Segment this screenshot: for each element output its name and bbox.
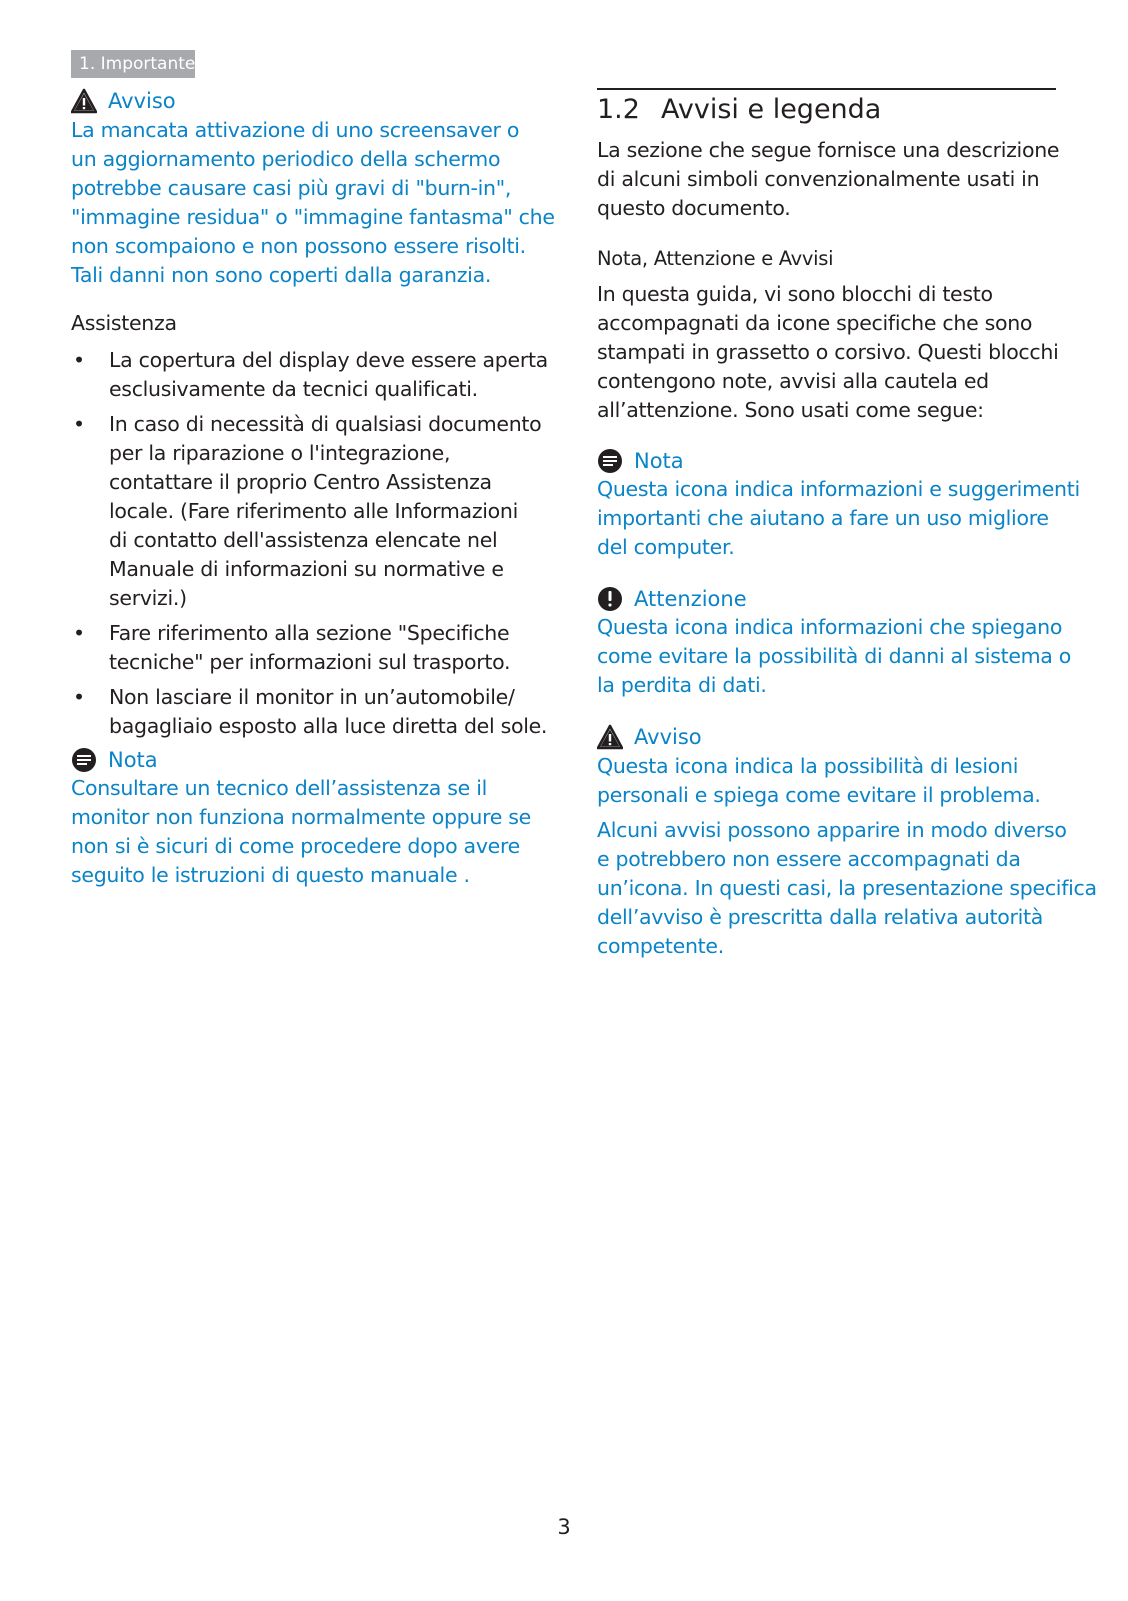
caution-icon (597, 586, 623, 612)
text-line: La mancata attivazione di uno screensaver o (71, 118, 520, 142)
text-line: e potrebbero non essere accompagnati da (597, 847, 1021, 871)
text-line: Consultare un tecnico dell’assistenza se il (71, 776, 487, 800)
page-number: 3 (557, 1515, 571, 1539)
text-line: Non lasciare il monitor in un’automobile/ (109, 685, 515, 709)
text-line: La sezione che segue fornisce una descrizione (597, 138, 1060, 162)
right-warning-title: Avviso (634, 725, 702, 749)
text-line: bagagliaio esposto alla luce diretta del sole. (109, 714, 548, 738)
text-line: Manuale di informazioni su normative e (109, 557, 504, 581)
text-line: seguito le istruzioni di questo manuale . (71, 863, 470, 887)
subheading: Nota, Attenzione e Avvisi (597, 247, 834, 270)
warning-icon (71, 88, 97, 114)
bullet-dot: • (73, 685, 85, 709)
note-icon (71, 747, 97, 773)
chapter-tab: 1. Importante (71, 50, 195, 78)
section-number: 1.2 (597, 94, 640, 125)
caution-title: Attenzione (634, 587, 747, 611)
warning-icon (597, 724, 623, 750)
right-note-text (597, 475, 1080, 562)
text-line: come evitare la possibilità di danni al sistema o (597, 644, 1072, 668)
note-icon (597, 448, 623, 474)
bullet-dot: • (73, 621, 85, 645)
left-warning-text (71, 116, 555, 290)
right-note-title: Nota (634, 449, 684, 473)
text-line: tecniche" per informazioni sul trasporto. (109, 650, 511, 674)
text-line: Alcuni avvisi possono apparire in modo diverso (597, 818, 1067, 842)
text-line: la perdita di dati. (597, 673, 767, 697)
assistenza-list (71, 346, 548, 747)
body-text (597, 280, 1058, 425)
text-line: Questa icona indica la possibilità di lesioni (597, 754, 1019, 778)
bullet-dot: • (73, 412, 85, 436)
intro-text (597, 136, 1059, 223)
section-title: Avvisi e legenda (661, 94, 882, 125)
text-line: monitor non funziona normalmente oppure se (71, 805, 531, 829)
right-warning-heading (597, 722, 702, 752)
text-line: contengono note, avvisi alla cautela ed (597, 369, 989, 393)
assistenza-title: Assistenza (71, 311, 177, 335)
text-line: Questa icona indica informazioni e suggerimenti (597, 477, 1080, 501)
text-line: In caso di necessità di qualsiasi documento (109, 412, 542, 436)
text-line: del computer. (597, 535, 735, 559)
text-line: di alcuni simboli convenzionalmente usati in (597, 167, 1040, 191)
text-line: potrebbe causare casi più gravi di "burn-in", (71, 176, 512, 200)
text-line: stampati in grassetto o corsivo. Questi blocchi (597, 340, 1059, 364)
text-line: locale. (Fare riferimento alle Informazioni (109, 499, 519, 523)
right-note-heading (597, 446, 684, 476)
text-line: La copertura del display deve essere aperta (109, 348, 548, 372)
text-line: di contatto dell'assistenza elencate nel (109, 528, 498, 552)
left-note-title: Nota (108, 748, 158, 772)
left-note-heading (71, 745, 158, 775)
text-line: personali e spiega come evitare il problema. (597, 783, 1041, 807)
text-line: competente. (597, 934, 724, 958)
left-warning-title: Avviso (108, 89, 176, 113)
text-line: all’attenzione. Sono usati come segue: (597, 398, 984, 422)
list-item (71, 410, 548, 613)
text-line: non scompaiono e non possono essere risolti. (71, 234, 526, 258)
text-line: Fare riferimento alla sezione "Specifiche (109, 621, 510, 645)
left-note-text (71, 774, 531, 890)
text-line: un aggiornamento periodico della schermo (71, 147, 501, 171)
text-line: accompagnati da icone specifiche che sono (597, 311, 1033, 335)
bullet-dot: • (73, 348, 85, 372)
text-line: dell’avviso è prescritta dalla relativa autorità (597, 905, 1044, 929)
list-item (71, 683, 548, 741)
text-line: esclusivamente da tecnici qualificati. (109, 377, 478, 401)
text-line: contattare il proprio Centro Assistenza (109, 470, 492, 494)
left-warning-heading (71, 86, 176, 116)
section-heading (597, 90, 881, 130)
text-line: In questa guida, vi sono blocchi di testo (597, 282, 993, 306)
caution-heading (597, 584, 747, 614)
text-line: importanti che aiutano a fare un uso migliore (597, 506, 1049, 530)
text-line: non si è sicuri di come procedere dopo avere (71, 834, 520, 858)
text-line: per la riparazione o l'integrazione, (109, 441, 451, 465)
right-warning-text (597, 752, 1041, 810)
text-line: Questa icona indica informazioni che spiegano (597, 615, 1063, 639)
text-line: servizi.) (109, 586, 187, 610)
text-line: un’icona. In questi casi, la presentazione specifica (597, 876, 1097, 900)
text-line: questo documento. (597, 196, 791, 220)
list-item (71, 619, 548, 677)
caution-text (597, 613, 1071, 700)
extra-text (597, 816, 1097, 961)
text-line: "immagine residua" o "immagine fantasma" che (71, 205, 555, 229)
list-item (71, 346, 548, 404)
text-line: Tali danni non sono coperti dalla garanzia. (71, 263, 492, 287)
